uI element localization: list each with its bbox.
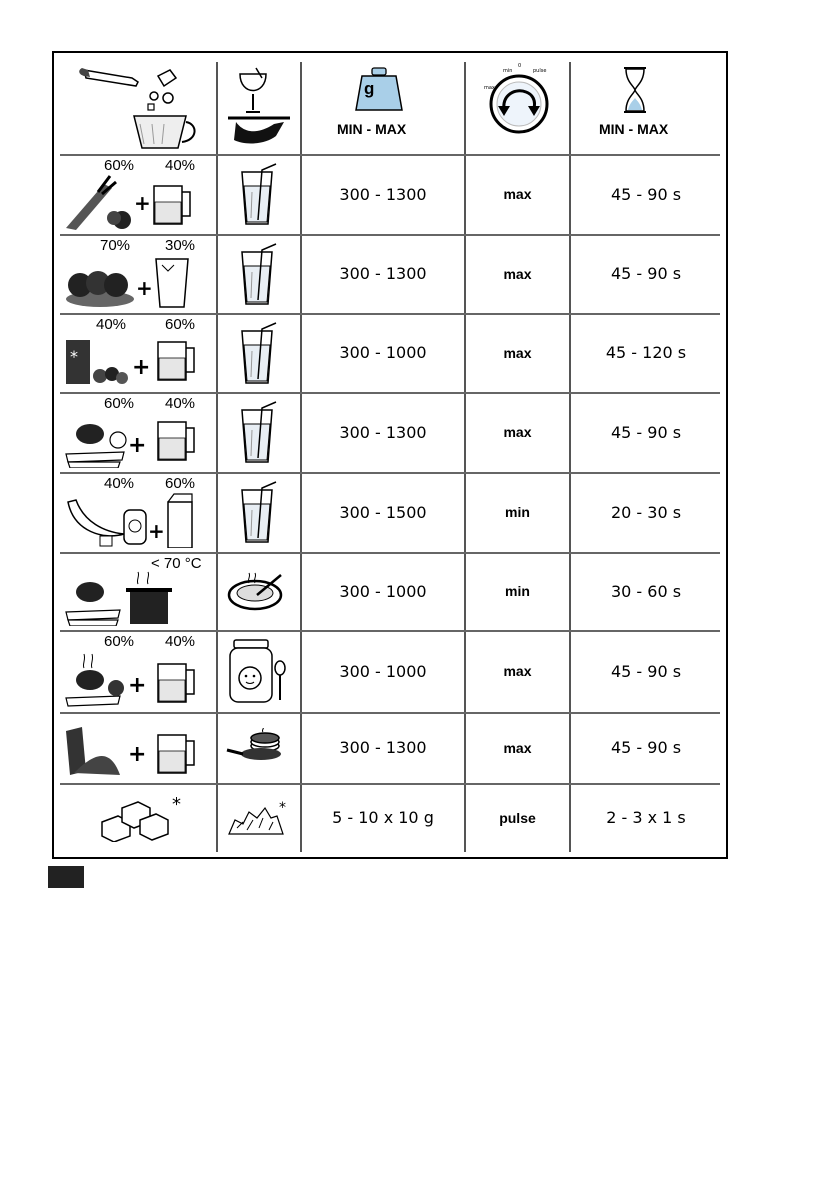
ingredient-ratio-b: 40% (165, 633, 196, 650)
baby-food-jar-icon (228, 638, 288, 708)
hourglass-icon (620, 66, 650, 114)
weight-value: 300 - 1300 (339, 738, 427, 757)
weight-value: 300 - 1000 (339, 661, 427, 681)
time-value: 20 - 30 s (610, 502, 682, 522)
soup-bowl-icon (225, 571, 287, 619)
ingredient-ratio-b: 40% (165, 395, 196, 412)
crushed-ice-icon (225, 798, 291, 842)
apples-milk-icon (64, 253, 214, 313)
serving-tray-glass-icon (226, 66, 292, 150)
flour-water-icon (64, 723, 214, 783)
banana-jar-milk-icon (64, 492, 214, 552)
weight-value: 5 - 10 x 10 g (332, 808, 434, 827)
weight-value: 300 - 1000 (339, 581, 427, 601)
weight-value: 300 - 1300 (339, 422, 427, 442)
vegetables-pot-icon (64, 570, 214, 630)
ingredient-ratio-b: 30% (165, 237, 196, 254)
ingredient-ratio-b: 60% (165, 475, 196, 492)
leek-apple-water-icon (64, 174, 214, 234)
glass-straw-icon (238, 480, 278, 548)
ingredient-ratio-a: < 70 °C (151, 555, 202, 572)
glass-straw-icon (238, 400, 278, 468)
svg-text:+: + (134, 191, 151, 215)
weight-value: 300 - 1500 (339, 502, 427, 522)
time-value: 30 - 60 s (610, 581, 682, 601)
vegetables-water-icon (64, 412, 214, 472)
time-value: 2 - 3 x 1 s (606, 808, 686, 827)
weight-range-header: MIN - MAX (337, 121, 407, 137)
time-value: 45 - 90 s (610, 264, 682, 283)
glass-straw-icon (238, 242, 278, 310)
dial-pulse-label: pulse (533, 68, 547, 74)
ingredient-ratio-a: 40% (104, 475, 135, 492)
hot-vegetables-water-icon (64, 652, 214, 712)
pancake-pan-icon (225, 728, 291, 768)
ingredient-ratio-b: 40% (165, 157, 196, 174)
glass-straw-icon (238, 321, 278, 389)
speed-value: max (503, 663, 532, 679)
speed-value: pulse (499, 809, 536, 826)
weight-value: 300 - 1000 (339, 343, 427, 362)
speed-value: max (503, 739, 532, 756)
dial-max-label: max (484, 85, 495, 91)
ice-cubes-icon (96, 792, 196, 846)
knife-blender-icon (78, 64, 200, 152)
speed-value: max (503, 424, 532, 440)
time-value: 45 - 90 s (610, 184, 682, 204)
glass-straw-icon (238, 162, 278, 230)
frozen-berries-water-icon (64, 332, 214, 392)
speed-value: min (505, 583, 530, 599)
ingredient-ratio-a: 70% (100, 237, 131, 254)
time-value: 45 - 90 s (610, 738, 682, 757)
ingredient-ratio-a: 60% (104, 157, 135, 174)
weight-value: 300 - 1300 (339, 264, 427, 283)
speed-value: max (503, 186, 532, 202)
time-value: 45 - 120 s (605, 343, 687, 362)
weight-icon (354, 66, 404, 112)
time-range-header: MIN - MAX (599, 121, 669, 137)
dial-zero-label: 0 (518, 63, 522, 69)
ingredient-ratio-a: 60% (104, 633, 135, 650)
dial-min-label: min (503, 68, 513, 74)
time-value: 45 - 90 s (610, 661, 682, 681)
svg-text:+: + (132, 355, 151, 380)
weight-value: 300 - 1300 (339, 184, 427, 204)
speed-value: max (503, 344, 532, 361)
svg-text:+: + (128, 742, 147, 767)
svg-text:*: * (172, 794, 181, 815)
time-value: 45 - 90 s (610, 422, 682, 442)
page-tab-marker (48, 866, 84, 888)
svg-text:*: * (70, 347, 78, 366)
svg-text:+: + (128, 433, 147, 458)
column-divider (216, 62, 218, 852)
svg-text:+: + (148, 519, 165, 543)
weight-unit: g (364, 79, 375, 98)
speed-value: min (505, 504, 530, 520)
speed-dial-icon (486, 66, 550, 136)
ingredient-ratio-a: 60% (104, 395, 135, 412)
svg-text:*: * (279, 799, 286, 816)
ingredient-ratio-a: 40% (96, 316, 127, 333)
svg-text:+: + (128, 673, 147, 698)
ingredient-ratio-b: 60% (165, 316, 196, 333)
speed-value: max (503, 265, 532, 282)
svg-text:+: + (136, 276, 153, 300)
